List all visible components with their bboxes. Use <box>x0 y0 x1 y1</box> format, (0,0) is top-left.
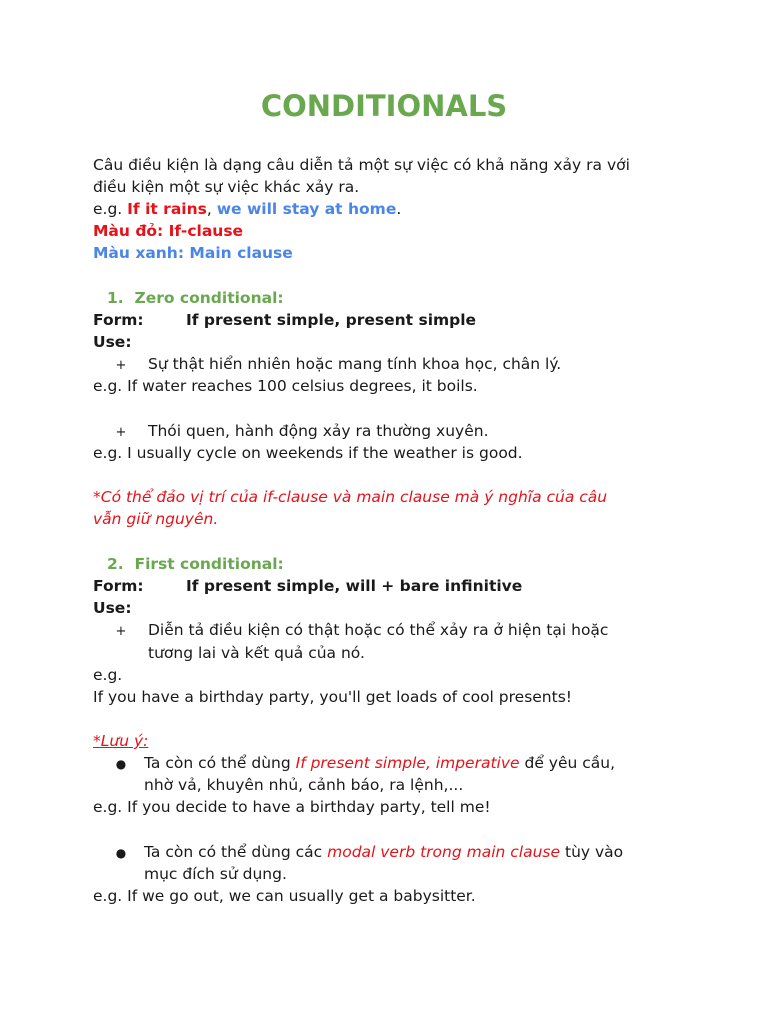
note-bullet-2 <box>110 841 623 864</box>
zero-use-label: Use: <box>93 333 132 351</box>
eg-comma: , <box>206 200 217 218</box>
first-form-value: If present simple, will + bare infinitive <box>186 577 523 595</box>
note-bullet-1-cont: nhờ vả, khuyên nhủ, cảnh báo, ra lệnh,... <box>144 776 464 794</box>
first-eg-label: e.g. <box>93 666 123 684</box>
note-bullet-2-cont: mục đích sử dụng. <box>144 865 287 883</box>
bullet-2-pre: Ta còn có thể dùng các <box>144 843 328 861</box>
bullet-2-post: tùy vào <box>560 843 624 861</box>
blue-legend: Màu xanh: Main clause <box>93 244 293 262</box>
page-title: CONDITIONALS <box>260 89 508 123</box>
zero-use-1 <box>110 353 561 377</box>
bullet-icon: ● <box>115 757 127 771</box>
zero-note-line-1: *Có thể đảo vị trí của if-clause và main clause mà ý nghĩa của câu <box>93 488 608 506</box>
red-legend: Màu đỏ: If-clause <box>93 222 244 240</box>
plus-icon: + <box>115 358 127 373</box>
zero-form-value: If present simple, present simple <box>186 311 477 329</box>
first-use-1-cont: tương lai và kết quả của nó. <box>148 644 365 662</box>
first-use-label: Use: <box>93 599 132 617</box>
eg-main-clause: we will stay at home <box>216 200 397 218</box>
note-label: *Lưu ý: <box>93 732 149 750</box>
zero-example-1: e.g. If water reaches 100 celsius degrees, it boils. <box>93 377 478 395</box>
first-use-1 <box>110 619 608 643</box>
zero-note-line-2: vẫn giữ nguyên. <box>93 510 219 528</box>
first-example-2: e.g. If you decide to have a birthday party, tell me! <box>93 798 491 816</box>
zero-heading <box>107 287 284 309</box>
intro-line-1: Câu điều kiện là dạng câu diễn tả một sự việc có khả năng xảy ra với <box>93 156 630 174</box>
eg-prefix: e.g. <box>93 200 128 218</box>
zero-form-label: Form: <box>93 311 144 329</box>
first-example-1: If you have a birthday party, you'll get loads of cool presents! <box>93 688 573 706</box>
zero-example-2: e.g. I usually cycle on weekends if the weather is good. <box>93 444 523 462</box>
bullet-2-red: modal verb trong main clause <box>327 843 561 861</box>
eg-if-clause: If it rains <box>127 200 207 218</box>
first-form-label: Form: <box>93 577 144 595</box>
bullet-icon: ● <box>115 846 127 860</box>
bullet-1-pre: Ta còn có thể dùng <box>144 754 296 772</box>
intro-example <box>93 198 401 220</box>
plus-icon: + <box>115 624 127 639</box>
bullet-1-red: If present simple, imperative <box>295 754 520 772</box>
first-form <box>93 575 522 597</box>
bullet-1-post: để yêu cầu, <box>519 754 616 772</box>
first-heading <box>107 553 284 575</box>
first-example-3: e.g. If we go out, we can usually get a babysitter. <box>93 887 476 905</box>
zero-form <box>93 309 476 331</box>
first-number: 2. <box>107 555 124 573</box>
note-bullet-1 <box>110 752 615 775</box>
zero-heading-text: Zero conditional: <box>134 289 284 307</box>
eg-period: . <box>396 200 402 218</box>
first-heading-text: First conditional: <box>134 555 284 573</box>
first-use-1-text: Diễn tả điều kiện có thật hoặc có thể xảy ra ở hiện tại hoặc <box>148 621 609 639</box>
zero-use-2 <box>110 420 489 444</box>
zero-number: 1. <box>107 289 124 307</box>
zero-use-1-text: Sự thật hiển nhiên hoặc mang tính khoa học, chân lý. <box>148 355 562 373</box>
zero-use-2-text: Thói quen, hành động xảy ra thường xuyên. <box>148 422 489 440</box>
plus-icon: + <box>115 425 127 440</box>
intro-line-2: điều kiện một sự việc khác xảy ra. <box>93 178 360 196</box>
